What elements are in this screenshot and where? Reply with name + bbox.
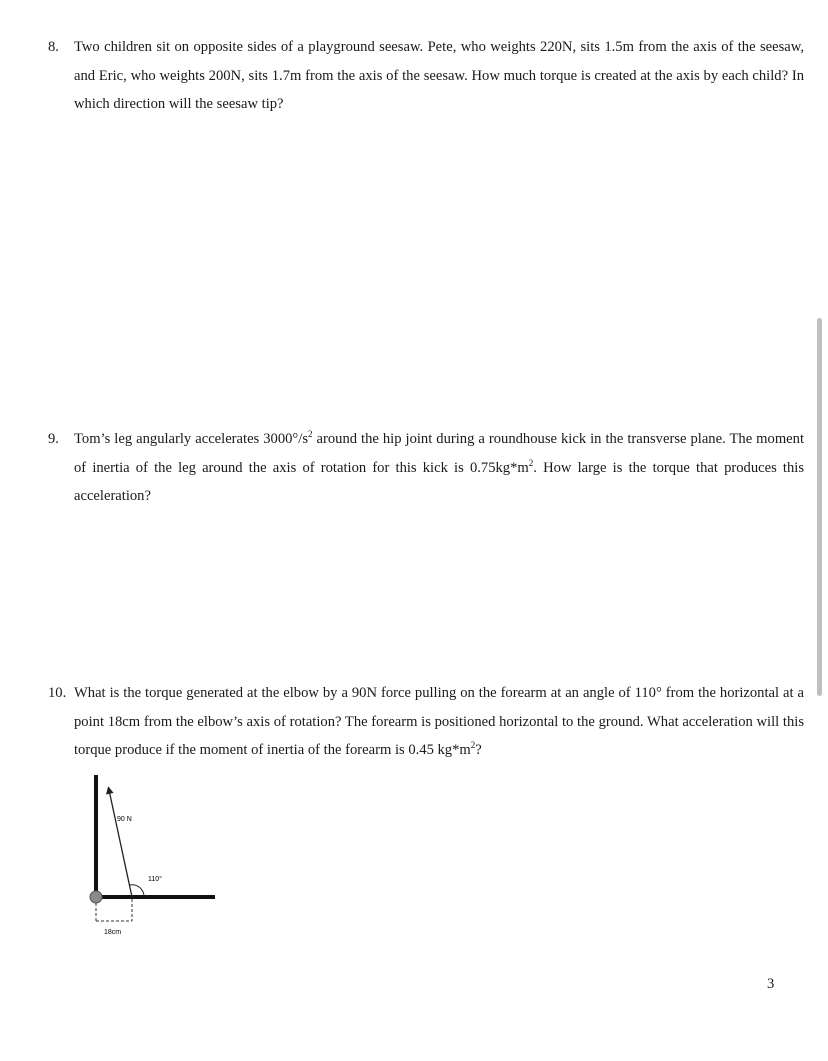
distance-label: 18cm	[104, 929, 122, 936]
question-8	[48, 33, 804, 119]
question-text-part: around the hip joint during a roundhouse kick in the transverse plane. The moment of inertia of the leg around the axis of rotation for this kick is 0.75kg*m	[74, 431, 805, 476]
superscript: 2	[308, 429, 313, 439]
force-label: 90 N	[117, 816, 132, 823]
page-number: 3	[767, 976, 775, 992]
question-text	[74, 679, 804, 765]
question-text: Two children sit on opposite sides of a playground seesaw. Pete, who weights 220N, sits 1.5m from the axis of the seesaw, and Eric, who weights 200N, sits 1.7m from the axis of the seesaw. How much torque is created at the axis by each child? In which direction will the seesaw tip?	[74, 39, 804, 112]
question-text-part: ?	[475, 742, 482, 758]
force-vector-arrow	[109, 790, 132, 897]
question-number: 10.	[48, 685, 67, 701]
superscript: 2	[470, 740, 476, 750]
question-text-part: Tom’s leg angularly accelerates 3000°/s	[74, 431, 308, 447]
angle-label: 110°	[148, 876, 162, 883]
question-text-part: . How large is the torque that produces this acceleration?	[74, 459, 805, 504]
question-text	[74, 425, 804, 511]
question-number: 8.	[48, 39, 59, 55]
question-9	[48, 425, 804, 511]
elbow-force-diagram	[78, 765, 228, 945]
elbow-joint	[90, 891, 102, 903]
question-text-part: What is the torque generated at the elbow by a 90N force pulling on the forearm at an angle of 110° from the horizontal at a point 18cm from the elbow’s axis of rotation? The forearm is positioned horizontal to the ground. What acceleration will this torque produce if the moment of inertia of the forearm is 0.45 kg*m	[74, 685, 804, 758]
superscript: 2	[528, 457, 534, 468]
question-number: 9.	[48, 431, 59, 447]
question-10	[48, 679, 804, 765]
vertical-scrollbar[interactable]	[817, 318, 822, 696]
